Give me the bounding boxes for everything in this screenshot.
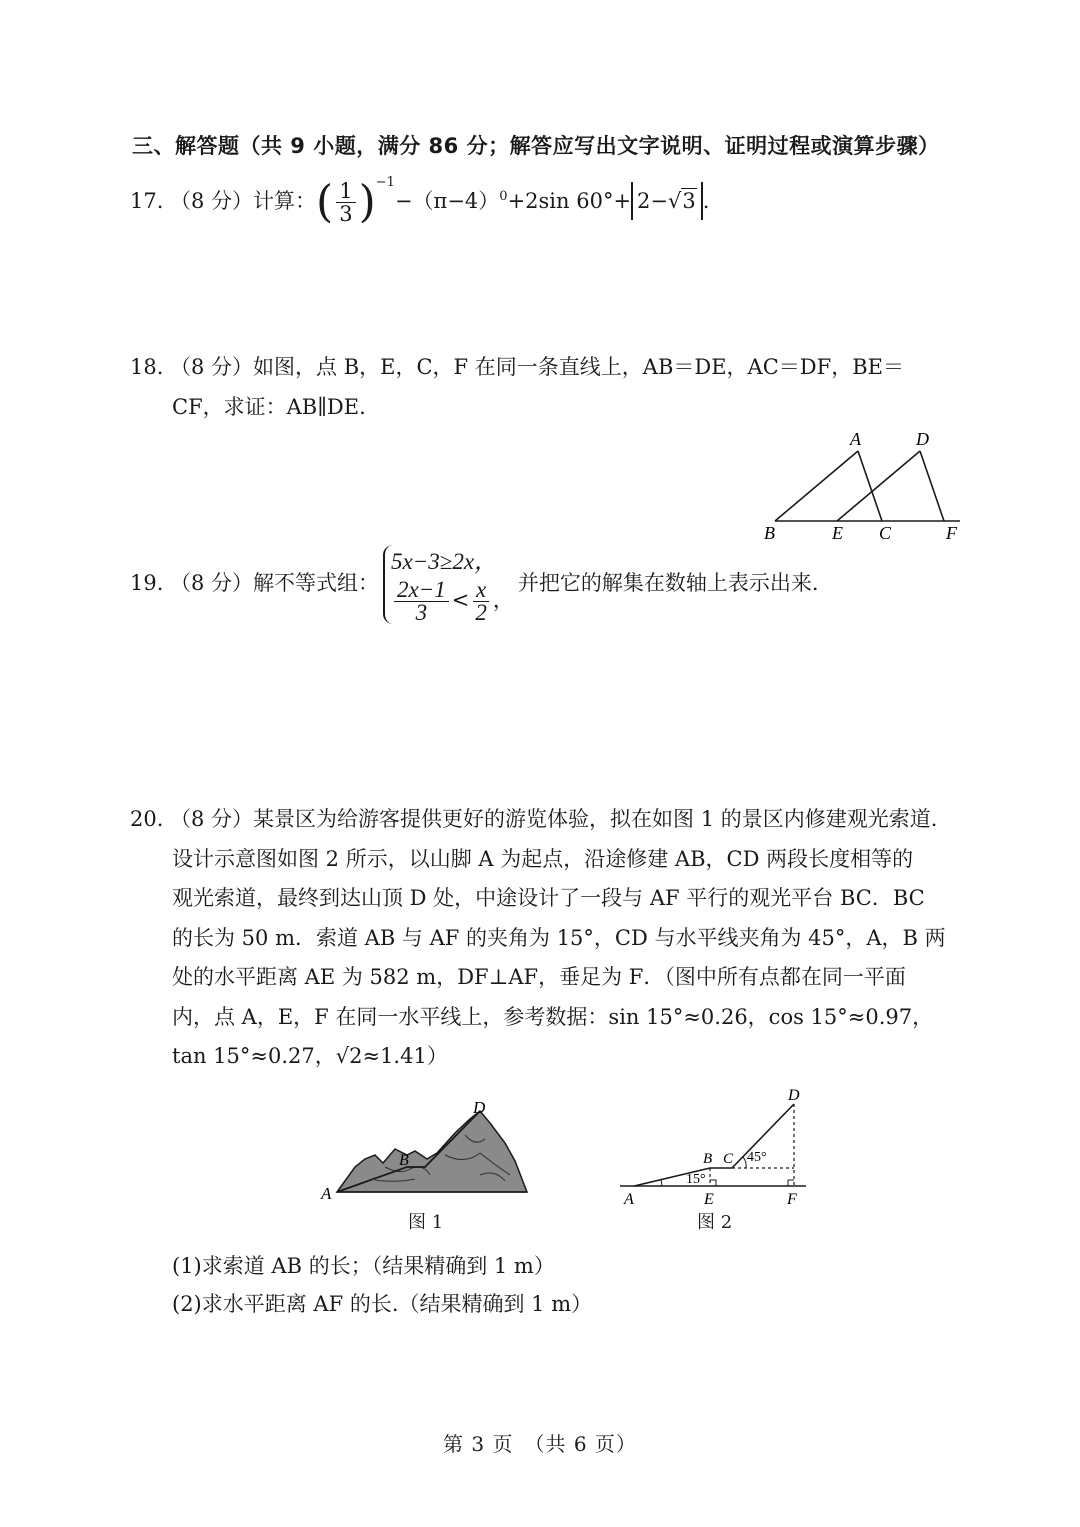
fig2-label-E: E bbox=[704, 1191, 714, 1207]
question-18 bbox=[130, 348, 904, 386]
fig2-label-B: B bbox=[703, 1151, 713, 1167]
question-20-line-5: 处的水平距离 AE 为 582 m，DF⊥AF，垂足为 F．（图中所有点都在同一平面 bbox=[172, 965, 906, 989]
absolute-value: 2−√3 bbox=[631, 182, 703, 220]
question-17: 17. （8 分）计算：( $\frac{1}{3}$ )$^{-1}-(\pi-4)^0+2\sin$ 60°+ 2−√3 . bbox=[130, 175, 710, 228]
question-17-part2: −（π−4） bbox=[394, 189, 500, 213]
question-19-number: 19. bbox=[130, 571, 164, 595]
question-17-prefix: （8 分）计算： bbox=[170, 189, 317, 213]
exponent-zero: 0 bbox=[499, 189, 508, 204]
question-19 bbox=[130, 545, 819, 624]
figure-1-caption: 图 1 bbox=[408, 1212, 444, 1233]
fraction-one-third: $\frac{1}{3}$ bbox=[336, 180, 355, 225]
mountain-shape bbox=[337, 1111, 527, 1192]
question-20-line-7: tan 15°≈0.27，√2≈1.41） bbox=[172, 1044, 448, 1068]
question-20-line-1: 20. （8 分）某景区为给游客提供更好的游览体验，拟在如图 1 的景区内修建观光索道. bbox=[130, 807, 938, 831]
page-footer: 第 3 页 （共 6 页） bbox=[443, 1432, 637, 1456]
figure-2-caption: 图 2 bbox=[697, 1212, 733, 1233]
fig2-angle-15: 15° bbox=[686, 1172, 706, 1187]
question-18-line1: （8 分）如图，点 B，E，C，F 在同一条直线上，AB＝DE，AC＝DF，BE＝ bbox=[170, 355, 904, 379]
mountain-figure-1 bbox=[315, 1095, 535, 1210]
question-17-part3: +2sin 60°+ bbox=[507, 189, 632, 213]
exponent-neg-one: −1 bbox=[375, 175, 395, 190]
fig2-label-C: C bbox=[723, 1151, 734, 1167]
question-20 bbox=[130, 800, 970, 1077]
question-20-line-6: 内，点 A，E，F 在同一水平线上，参考数据：sin 15°≈0.26，cos 15°≈0.97， bbox=[172, 1004, 934, 1029]
label-A: A bbox=[850, 429, 861, 449]
segment-DF bbox=[920, 451, 944, 521]
sub-question-2: (2)求水平距离 AF 的长.（结果精确到 1 m） bbox=[172, 1292, 593, 1316]
fig2-label-D: D bbox=[788, 1087, 800, 1104]
label-D: D bbox=[916, 429, 929, 449]
inequality-system bbox=[383, 545, 514, 624]
question-18-number: 18. bbox=[130, 355, 164, 379]
fig2-label-A: A bbox=[624, 1191, 634, 1207]
label-C: C bbox=[879, 523, 892, 543]
question-20-line-2: 设计示意图如图 2 所示，以山脚 A 为起点，沿途修建 AB，CD 两段长度相等的 bbox=[172, 846, 914, 871]
fig2-label-F: F bbox=[787, 1191, 797, 1207]
question-17-number: 17. bbox=[130, 189, 164, 213]
fig1-label-D: D bbox=[473, 1098, 486, 1117]
label-E: E bbox=[832, 523, 843, 543]
question-20-line-4: 的长为 50 m．索道 AB 与 AF 的夹角为 15°，CD 与水平线夹角为 45°，A，B 两 bbox=[172, 925, 946, 950]
fig1-label-A: A bbox=[321, 1184, 332, 1203]
question-19-suffix: 并把它的解集在数轴上表示出来. bbox=[517, 571, 819, 595]
schematic-figure-2 bbox=[612, 1082, 822, 1207]
question-20-line-3: 观光索道，最终到达山顶 D 处，中途设计了一段与 AF 平行的观光平台 BC．BC bbox=[172, 886, 925, 910]
question-18-line2: CF，求证：AB∥DE. bbox=[172, 395, 366, 419]
label-B: B bbox=[764, 523, 775, 543]
triangles-figure bbox=[740, 425, 980, 550]
right-angle-E bbox=[710, 1180, 716, 1186]
label-F: F bbox=[946, 523, 957, 543]
fig2-angle-45: 45° bbox=[747, 1150, 767, 1165]
segment-AB bbox=[775, 451, 858, 521]
fig1-label-B: B bbox=[399, 1152, 409, 1169]
section-heading: 三、解答题（共 9 小题，满分 86 分；解答应写出文字说明、证明过程或演算步骤） bbox=[132, 134, 940, 158]
inequality-1: 5x−3≥2x， bbox=[391, 549, 498, 574]
question-19-prefix: （8 分）解不等式组： bbox=[170, 571, 380, 595]
sub-question-1: (1)求索道 AB 的长；（结果精确到 1 m） bbox=[172, 1254, 555, 1278]
inequality-2: $\frac{2x-1}{3}$ < $\frac{x}{2}$ ， bbox=[391, 579, 514, 624]
